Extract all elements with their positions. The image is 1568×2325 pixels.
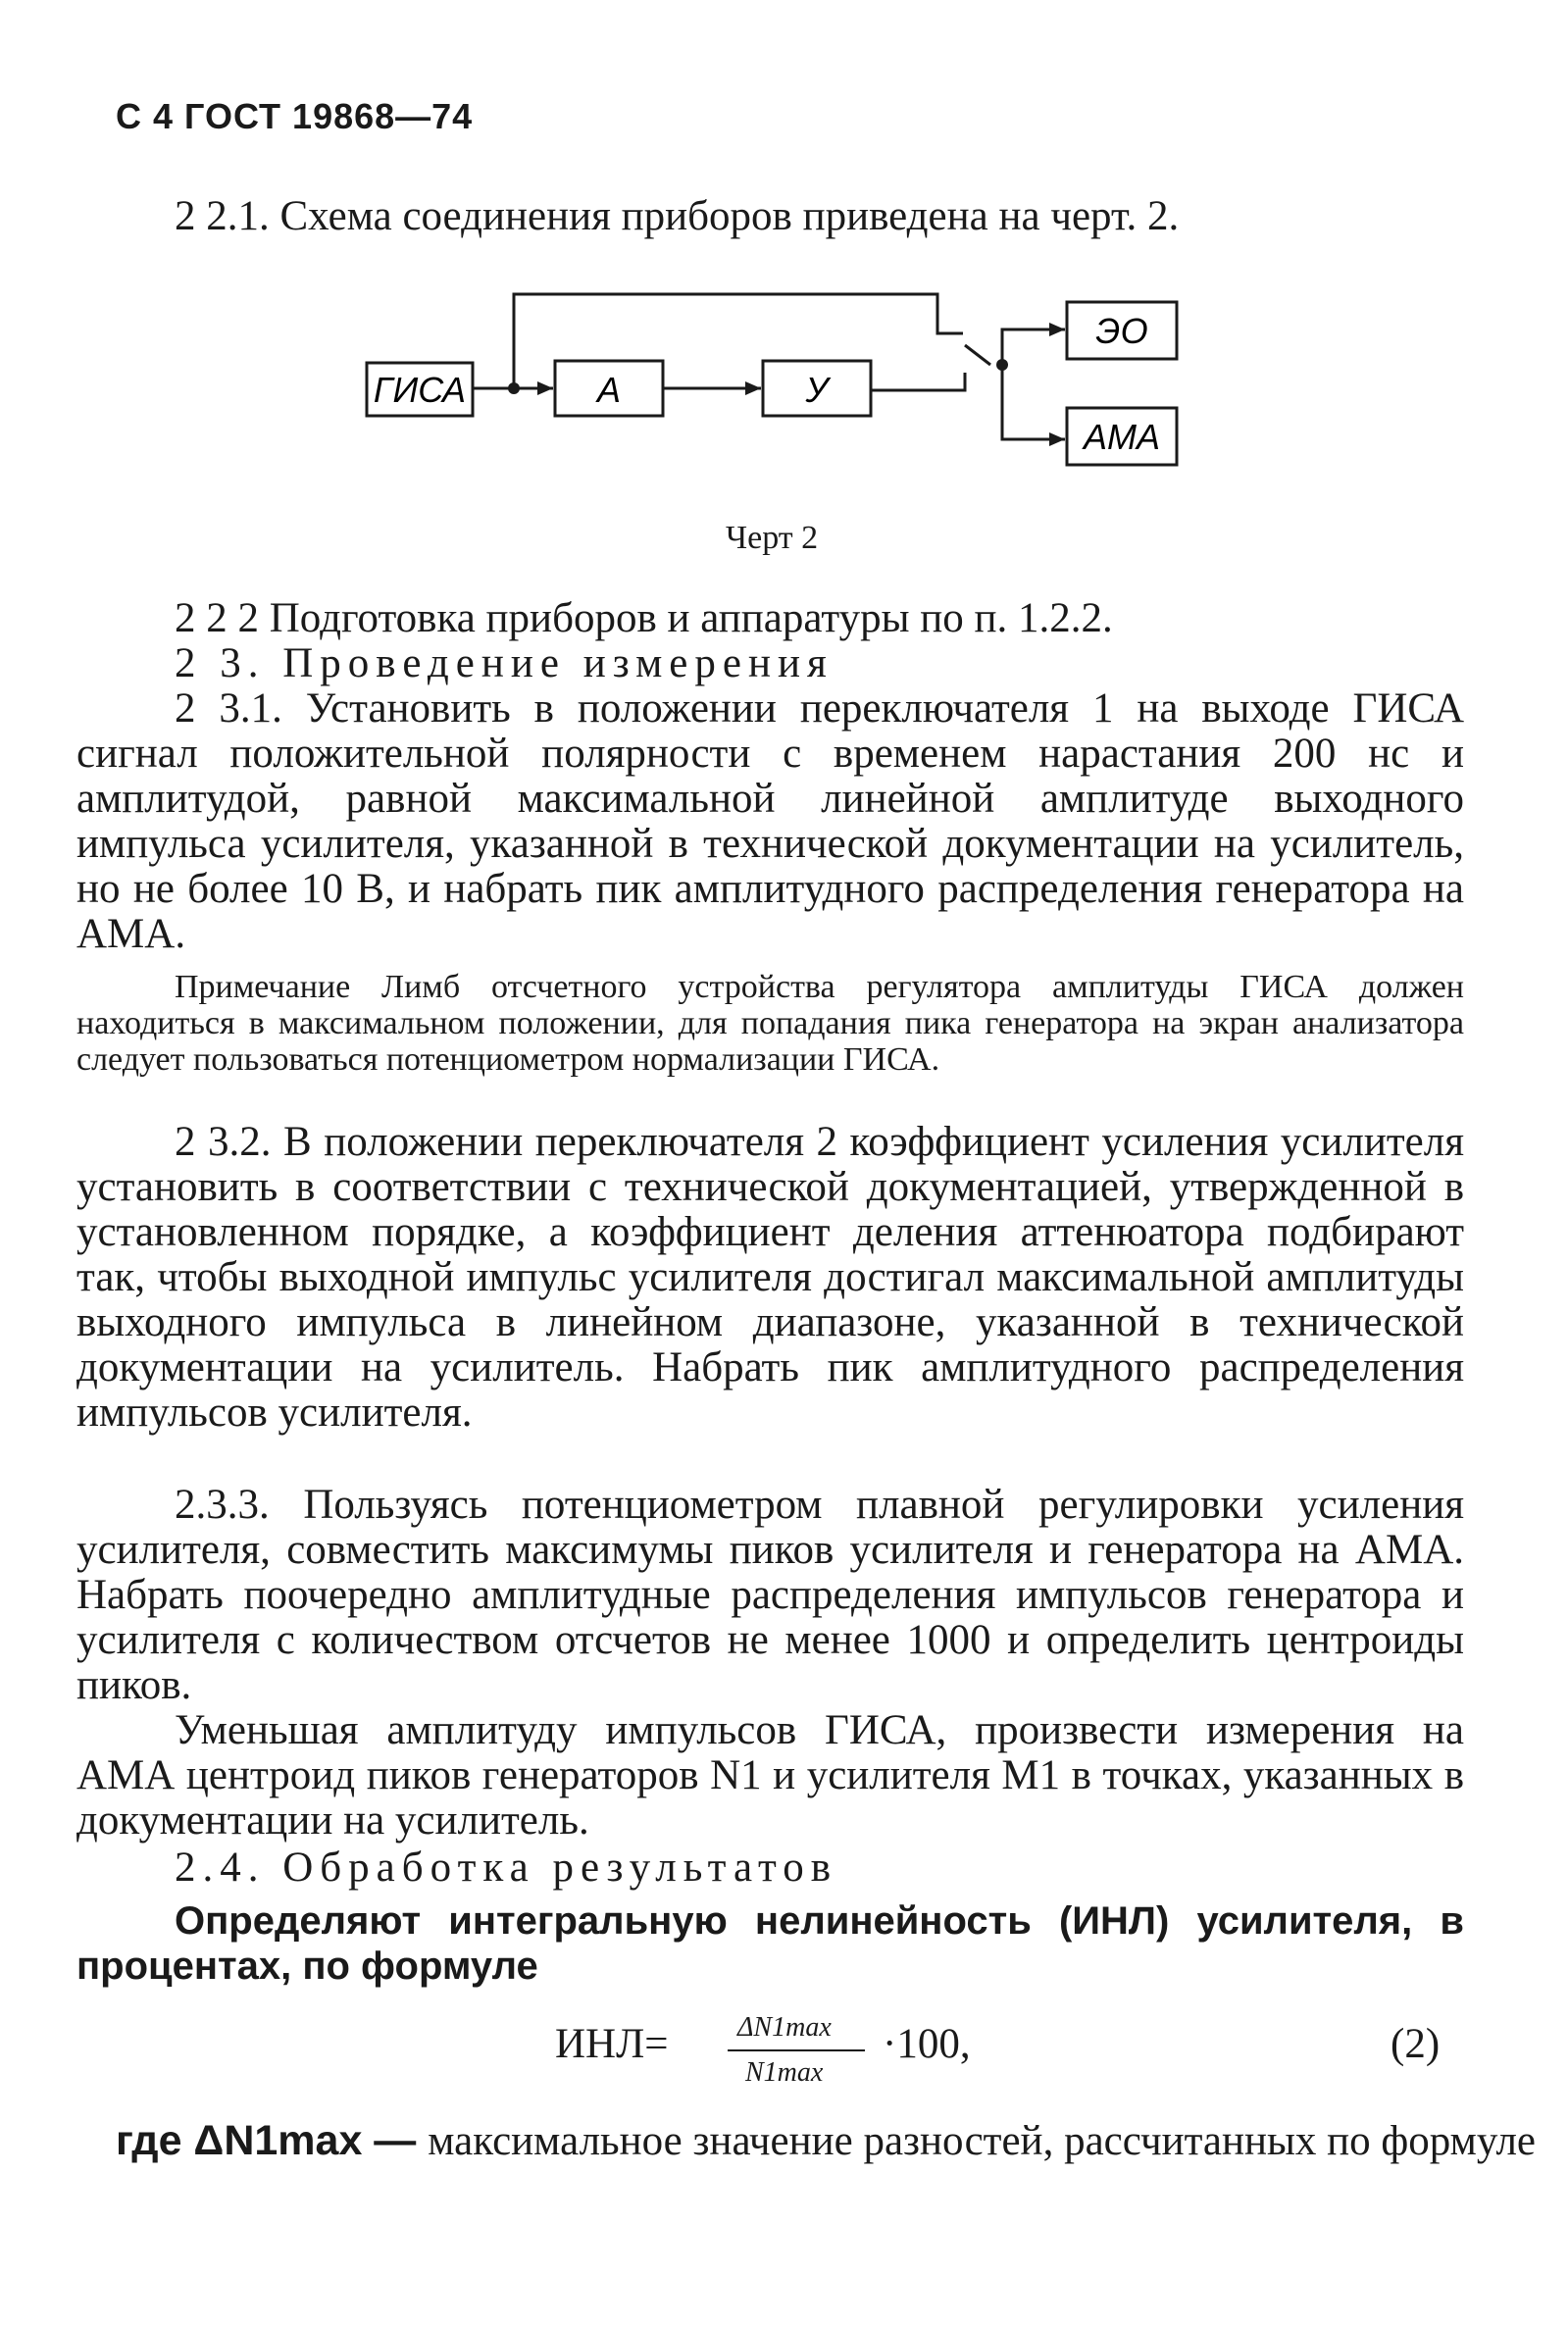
fraction-bar xyxy=(728,2049,865,2051)
note: Примечание Лимб отсчетного устройства регулятора амплитуды ГИСА должен находиться в максимальном положении, для попадания пика генератора на экран анализатора следует пользоваться потенциометром нормализации ГИСА. xyxy=(76,969,1464,1078)
formula-denominator: N1max xyxy=(745,2057,824,2088)
where-term: где ΔN1max — xyxy=(116,2117,417,2164)
formula-rhs: ·100, xyxy=(883,2021,971,2067)
where-clause xyxy=(116,2116,1536,2166)
formula-numerator: ΔN1max xyxy=(737,2012,832,2043)
switch-dot xyxy=(996,359,1008,371)
label-ama: АМА xyxy=(1083,417,1161,457)
para-2-2-2: 2 2 2 Подготовка приборов и аппаратуры по п. 1.2.2. xyxy=(175,595,1113,641)
para-2-3-2: 2 3.2. В положении переключателя 2 коэффициент усиления усилителя установить в соответствии с технической документацией, утвержденной в установленном порядке, а коэффициент деления аттенюатора подбирают так, чтобы выходной импульс усилителя достигал максимальной амплитуды выходного импульса в линейном диапазоне, указанной в технической документации на усилитель. Набрать пик амплитудного распределения импульсов усилителя. xyxy=(76,1119,1464,1436)
label-eo: ЭО xyxy=(1095,311,1148,351)
label-u: У xyxy=(805,370,829,410)
where-text: максимальное значение разностей, рассчитанных по формуле xyxy=(428,2118,1537,2164)
formula-number: (2) xyxy=(1391,2021,1441,2067)
label-a: А xyxy=(596,370,622,410)
para-inl: Определяют интегральную нелинейность (ИНЛ) усилителя, в процентах, по формуле xyxy=(76,1899,1464,1988)
label-gisa: ГИСА xyxy=(373,370,467,410)
heading-2-4: 2.4. Обработка результатов xyxy=(175,1845,837,1891)
para-2-2-1: 2 2.1. Схема соединения приборов приведена на черт. 2. xyxy=(175,193,1180,239)
junction-dot xyxy=(508,382,520,394)
connection-diagram xyxy=(0,0,1568,608)
para-2-3-3: 2.3.3. Пользуясь потенциометром плавной регулировки усиления усилителя, совместить максимумы пиков усилителя и генератора на АМА. Набрать поочередно амплитудные распределения импульсов генератора и усилителя с количеством отсчетов не менее 1000 и определить центроиды пиков. xyxy=(76,1482,1464,1708)
formula-lhs: ИНЛ= xyxy=(555,2021,669,2067)
page-header: С 4 ГОСТ 19868—74 xyxy=(116,96,474,136)
para-reduce: Уменьшая амплитуду импульсов ГИСА, произвести измерения на АМА центроид пиков генераторов N1 и усилителя M1 в точках, указанных в документации на усилитель. xyxy=(76,1707,1464,1844)
para-2-3-1: 2 3.1. Установить в положении переключателя 1 на выходе ГИСА сигнал положительной полярности с временем нарастания 200 нс и амплитудой, равной максимальной линейной амплитуде выходного импульса усилителя, указанной в технической документации на усилитель, но не более 10 В, и набрать пик амплитудного распределения генератора на АМА. xyxy=(76,685,1464,957)
heading-2-3: 2 3. Проведение измерения xyxy=(175,640,834,686)
figure-caption: Черт 2 xyxy=(726,520,819,556)
